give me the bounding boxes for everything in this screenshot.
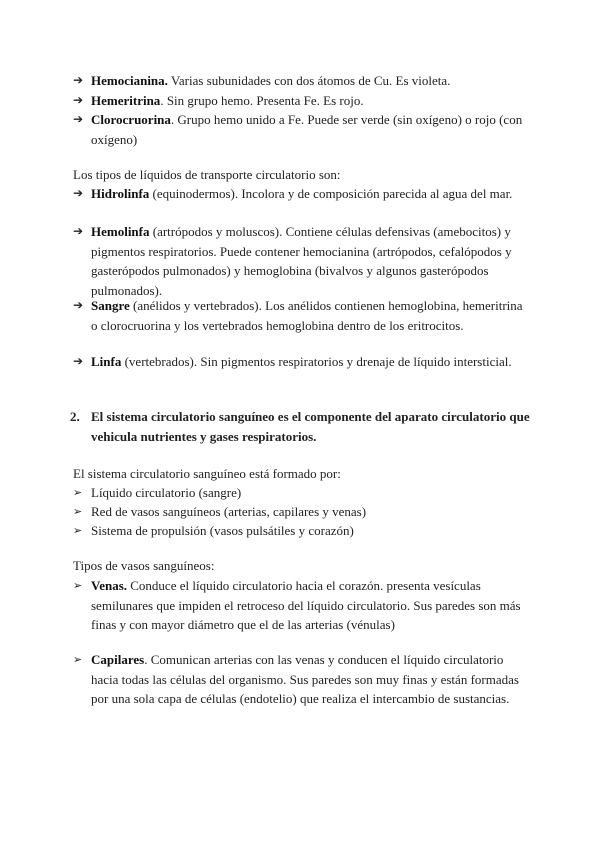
description: (vertebrados). Sin pigmentos respiratorios y drenaje de líquido intersticial. — [121, 354, 512, 369]
description: (equinodermos). Incolora y de composición parecida al agua del mar. — [149, 186, 513, 201]
arrow-bullet-icon: ➔ — [73, 186, 84, 200]
item-text: Líquido circulatorio (sangre) — [91, 485, 242, 500]
list-item-sangre — [73, 296, 531, 335]
item-text: Sistema de propulsión (vasos pulsátiles y corazón) — [91, 523, 354, 538]
list-item-liquido — [73, 483, 531, 503]
arrow-bullet-icon: ➔ — [73, 298, 84, 312]
arrow-bullet-icon: ➔ — [73, 93, 84, 107]
list-item-hemocianina — [73, 71, 531, 91]
arrow-bullet-icon: ➔ — [73, 224, 84, 238]
arrow-bullet-icon: ➔ — [73, 73, 84, 87]
description: (artrópodos y moluscos). Contiene células defensivas (amebocitos) y pigmentos respiratorios. Puede contener hemocianina (artrópodos, cefalópodos y gasterópodos pulmonados) y hemoglobina (bivalvos y algunos gasterópodos pulmonados). — [91, 224, 512, 298]
term: Linfa — [91, 354, 122, 369]
term: Hidrolinfa — [91, 186, 150, 201]
paragraph-liquidos-intro: Los tipos de líquidos de transporte circulatorio son: — [73, 167, 341, 182]
paragraph-sistema-intro: El sistema circulatorio sanguíneo está formado por: — [73, 466, 341, 481]
term: Venas. — [91, 578, 128, 593]
description: Conduce el líquido circulatorio hacia el corazón. presenta vesículas semilunares que impiden el retroceso del líquido circulatorio. Sus paredes son más finas y con mayor diámetro que el de las arterias (vénulas) — [91, 578, 521, 633]
triangle-bullet-icon: ➢ — [73, 653, 83, 666]
term: Sangre — [91, 298, 130, 313]
section-title: El sistema circulatorio sanguíneo es el componente del aparato circulatorio que vehicula nutrientes y gases respiratorios. — [91, 409, 530, 444]
description: . Comunican arterias con las venas y conducen el líquido circulatorio hacia todas las células del organismo. Sus paredes son muy finas y están formadas por una sola capa de células (endotelio) que realiza el intercambio de sustancias. — [91, 652, 519, 707]
list-item-hidrolinfa — [73, 184, 531, 204]
description: (anélidos y vertebrados). Los anélidos contienen hemoglobina, hemeritrina o clorocruorina y los vertebrados hemoglobina dentro de los eritrocitos. — [91, 298, 523, 333]
term: Hemeritrina — [91, 93, 161, 108]
paragraph-tipos-vasos-intro: Tipos de vasos sanguíneos: — [73, 558, 215, 573]
term: Hemocianina. — [91, 73, 168, 88]
list-item-clorocruorina — [73, 110, 531, 149]
term: Capilares — [91, 652, 145, 667]
arrow-bullet-icon: ➔ — [73, 354, 84, 368]
term: Hemolinfa — [91, 224, 150, 239]
description: Varias subunidades con dos átomos de Cu. Es violeta. — [167, 73, 451, 88]
triangle-bullet-icon: ➢ — [73, 505, 83, 518]
list-item-red-vasos — [73, 502, 531, 522]
arrow-bullet-icon: ➔ — [73, 112, 84, 126]
triangle-bullet-icon: ➢ — [73, 579, 83, 592]
section-number: 2. — [70, 409, 80, 424]
term: Clorocruorina — [91, 112, 171, 127]
list-item-capilares — [73, 650, 531, 709]
triangle-bullet-icon: ➢ — [73, 486, 83, 499]
triangle-bullet-icon: ➢ — [73, 524, 83, 537]
description: . Sin grupo hemo. Presenta Fe. Es rojo. — [160, 93, 364, 108]
description: . Grupo hemo unido a Fe. Puede ser verde (sin oxígeno) o rojo (con oxígeno) — [91, 112, 523, 147]
section-heading — [70, 407, 531, 446]
list-item-venas — [73, 576, 531, 635]
list-item-propulsion — [73, 521, 531, 541]
list-item-hemolinfa — [73, 222, 531, 300]
list-item-linfa — [73, 352, 531, 372]
item-text: Red de vasos sanguíneos (arterias, capilares y venas) — [91, 504, 367, 519]
list-item-hemeritrina — [73, 91, 531, 111]
